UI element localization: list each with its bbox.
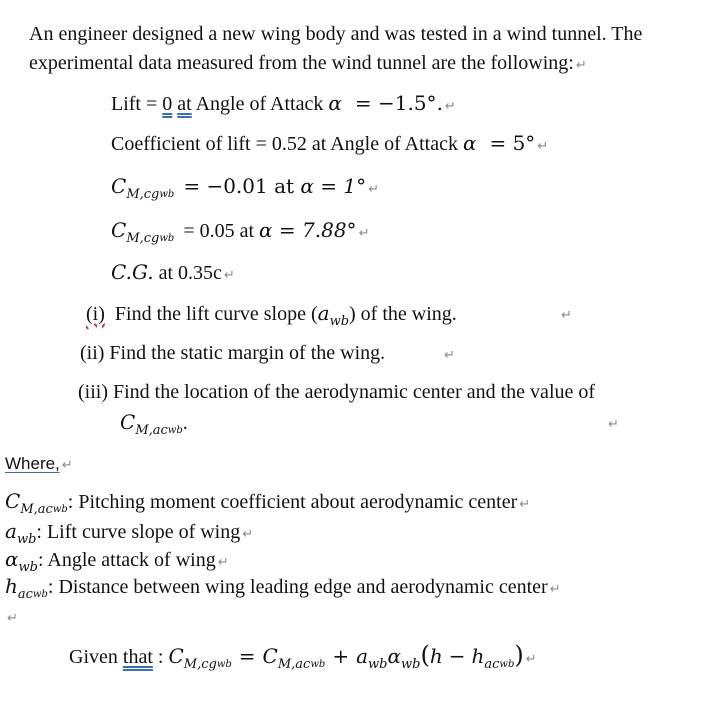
where-label: Where, ↵ [5, 454, 73, 473]
question-3-symbol: $C_{M,acwb}$. [120, 410, 188, 438]
definition-a-wb: $a_{wb}$: Lift curve slope of wing ↵ [5, 519, 254, 547]
paragraph-mark-icon: ↵ [537, 139, 549, 154]
question-3-mark [606, 410, 619, 437]
intro-line-1: An engineer designed a new wing body and was tested in a wind tunnel. The [29, 23, 643, 45]
cl-data-line: Coefficient of lift = 0.52 at Angle of Attack α = 5° ↵ [111, 131, 549, 155]
given-equation: Given that : $C_{M,cgwb} = C_{M,acwb} + a_{wb}\alpha_{wb}(h - h_{acwb})$ ↵ [69, 641, 537, 672]
cg-data-line: C.G. at 0.35c ↵ [111, 260, 235, 284]
question-2: (ii) Find the static margin of the wing. [80, 342, 386, 364]
definition-cm-ac: $C_{M,acwb}$: Pitching moment coefficient about aerodynamic center ↵ [5, 489, 531, 517]
paragraph-mark-icon: ↵ [217, 555, 229, 570]
question-1-mark [559, 301, 572, 328]
question-3: (iii) Find the location of the aerodynamic center and the value of [78, 381, 596, 403]
definition-alpha-wb: $\alpha_{wb}$: Angle attack of wing ↵ [5, 547, 229, 575]
question-2-mark [442, 341, 455, 368]
paragraph-mark-icon: ↵ [549, 582, 561, 597]
paragraph-mark-icon: ↵ [561, 308, 572, 323]
paragraph-mark-icon: ↵ [444, 348, 455, 363]
cm-data-line-2: $C_{M,cgwb} = 0.05$ at α = 7.88° ↵ [111, 218, 370, 246]
empty-paragraph [5, 604, 18, 631]
question-1: (i) Find the lift curve slope $(a_{wb})$ of the wing. [86, 301, 457, 329]
paragraph-mark-icon: ↵ [242, 527, 254, 542]
paragraph-mark-icon: ↵ [444, 99, 456, 114]
paragraph-mark-icon: ↵ [223, 268, 235, 283]
paragraph-mark-icon: ↵ [525, 652, 537, 667]
intro-line-2: experimental data measured from the wind tunnel are the following: ↵ [29, 52, 587, 74]
cm-data-line-1: $C_{M,cgwb} = -0.01$ at α = 1° ↵ [111, 174, 380, 202]
lift-data-line: Lift = 0 at Angle of Attack α = −1.5°. ↵ [111, 91, 456, 115]
paragraph-mark-icon: ↵ [358, 226, 370, 241]
paragraph-mark-icon: ↵ [575, 58, 587, 73]
paragraph-mark-icon: ↵ [7, 611, 18, 626]
paragraph-mark-icon: ↵ [368, 182, 380, 197]
paragraph-mark-icon: ↵ [61, 458, 73, 473]
definition-h-ac: $h_{acwb}$: Distance between wing leading edge and aerodynamic center ↵ [5, 574, 561, 602]
paragraph-mark-icon: ↵ [608, 417, 619, 432]
paragraph-mark-icon: ↵ [519, 497, 531, 512]
